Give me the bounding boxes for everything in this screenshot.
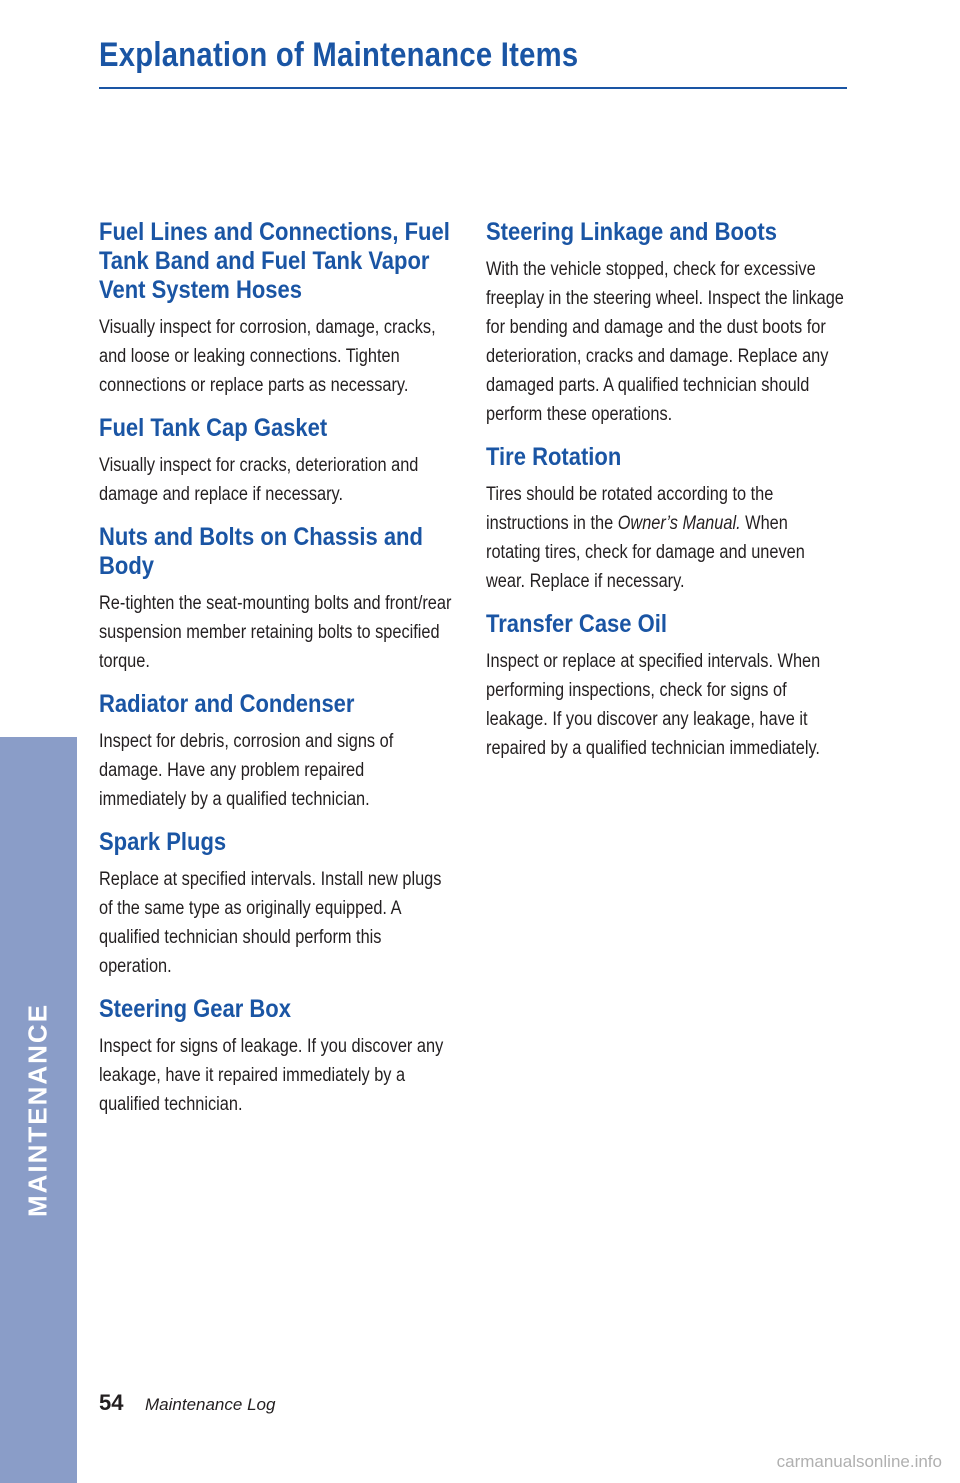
section-heading: Fuel Lines and Connections, Fuel Tank Band and Fuel Tank Vapor Vent System Hoses (99, 218, 450, 304)
section-body: Re-tighten the seat-mounting bolts and front/rear suspension member retaining bolts to specified torque. (99, 593, 452, 672)
section-fuel-lines (99, 218, 454, 400)
section-radiator (99, 690, 454, 814)
section-body-start: Tires should be rotated according to the instructions in the (486, 484, 774, 534)
section-heading: Fuel Tank Cap Gasket (99, 414, 328, 442)
section-steering-linkage (486, 218, 846, 429)
section-heading: Tire Rotation (486, 443, 622, 471)
section-heading: Nuts and Bolts on Chassis and Body (99, 523, 423, 580)
section-body-end: When rotating tires, check for damage and uneven wear. Replace if necessary. (486, 513, 805, 592)
section-heading: Steering Gear Box (99, 995, 291, 1023)
page-number: 54 (99, 1390, 124, 1415)
footer-label: Maintenance Log (145, 1395, 276, 1414)
section-heading: Steering Linkage and Boots (486, 218, 777, 246)
right-column (486, 218, 846, 777)
page-title: Explanation of Maintenance Items (99, 36, 579, 74)
side-tab-label: MAINTENANCE (22, 1002, 53, 1218)
section-body: Inspect for signs of leakage. If you discover any leakage, have it repaired immediately by a qualified technician. (99, 1036, 444, 1115)
section-heading: Transfer Case Oil (486, 610, 667, 638)
section-body: Inspect for debris, corrosion and signs of damage. Have any problem repaired immediately by a qualified technician. (99, 731, 394, 810)
section-body: Visually inspect for corrosion, damage, cracks, and loose or leaking connections. Tighten connections or replace parts as necessary. (99, 317, 436, 396)
section-body: Inspect or replace at specified intervals. When performing inspections, check for signs of leakage. If you discover any leakage, have it repaired by a qualified technician immediately. (486, 651, 821, 759)
section-spark-plugs (99, 828, 454, 981)
section-steering-gear-box (99, 995, 454, 1119)
section-heading: Spark Plugs (99, 828, 227, 856)
section-heading: Radiator and Condenser (99, 690, 355, 718)
watermark: carmanualsonline.info (776, 1452, 942, 1471)
section-nuts-bolts (99, 523, 454, 676)
section-body: With the vehicle stopped, check for excessive freeplay in the steering wheel. Inspect the linkage for bending and damage and the dust boots for deterioration, cracks and damage. Replace any damaged parts. A qualified technician should perform these operations. (486, 259, 844, 425)
section-transfer-case-oil (486, 610, 846, 763)
section-body: Visually inspect for cracks, deterioration and damage and replace if necessary. (99, 455, 419, 505)
section-body: Replace at specified intervals. Install new plugs of the same type as originally equipped. A qualified technician should perform this operation. (99, 869, 442, 977)
left-column (99, 218, 454, 1133)
section-body (486, 480, 845, 596)
owners-manual-reference: Owner’s Manual. (617, 513, 741, 534)
section-fuel-tank-cap (99, 414, 454, 509)
section-tire-rotation (486, 443, 846, 596)
title-divider (99, 87, 847, 89)
